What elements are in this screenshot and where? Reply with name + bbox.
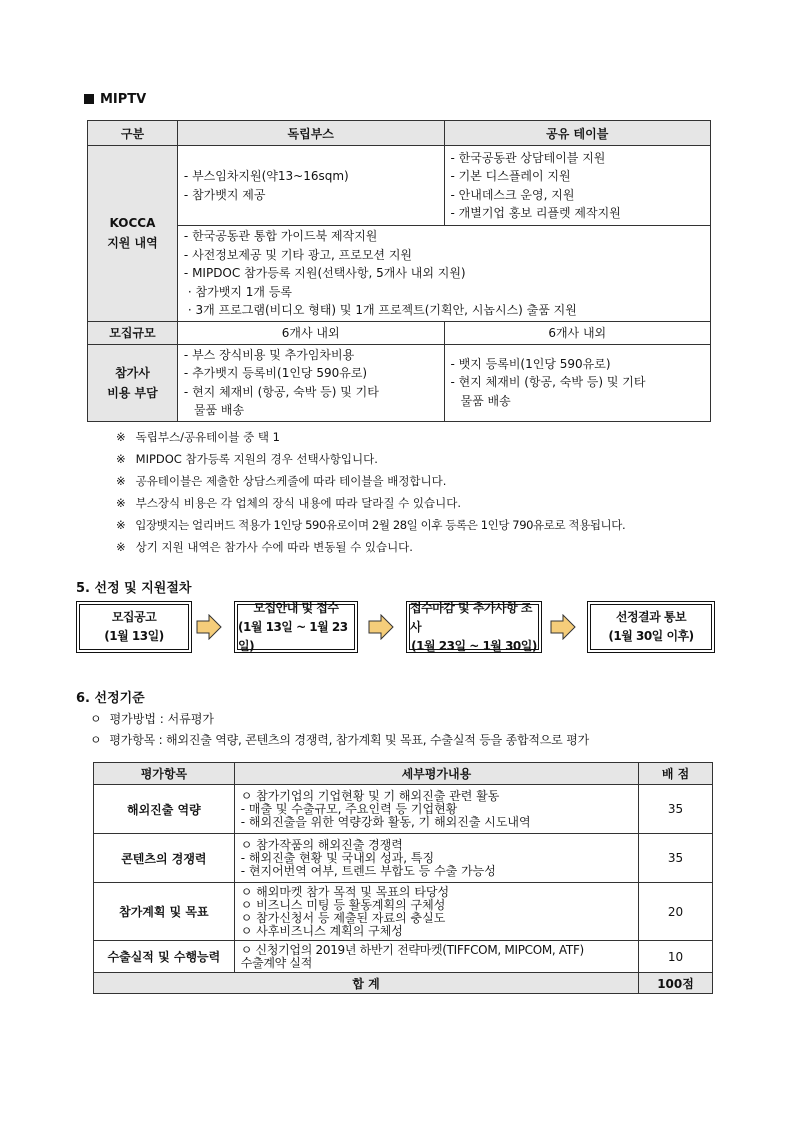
arrow-right-icon [368, 614, 394, 640]
common-support-items: - 한국공동관 통합 가이드북 제작지원 - 사전정보제공 및 기타 광고, 프로모션 지원 - MIPDOC 참가등록 지원(선택사항, 5개사 내외 지원) · 참가뱃지 1개 등록 · 3개 프로그램(비디오 형태) 및 1개 프로젝트(기획안, 시놉시스) 출품 지원 [177, 226, 710, 322]
notes-list [116, 426, 625, 558]
note-item: ※ MIPDOC 참가등록 지원의 경우 선택사항입니다. [116, 448, 625, 470]
evaluation-table [93, 762, 713, 994]
cost-label: 참가사 비용 부담 [88, 344, 178, 421]
criteria-items: ㅇ 평가항목 : 해외진출 역량, 콘텐츠의 경쟁력, 참가계획 및 목표, 수출실적 등을 종합적으로 평가 [90, 730, 589, 751]
note-item: ※ 입장뱃지는 얼리버드 적용가 1인당 590유로이며 2월 28일 이후 등록은 1인당 790유로로 적용됩니다. [116, 514, 625, 536]
recruit-booth: 6개사 내외 [177, 321, 444, 344]
kocca-support-label: KOCCA 지원 내역 [88, 146, 178, 322]
header-booth: 독립부스 [177, 121, 444, 146]
section-6-title: 6. 선정기준 [76, 691, 145, 706]
header-shared: 공유 테이블 [444, 121, 711, 146]
cost-shared-items: - 뱃지 등록비(1인당 590유로) - 현지 체재비 (항공, 숙박 등) 및 기타 물품 배송 [444, 344, 711, 421]
table-row: 수출실적 및 수행능력 ㅇ 신청기업의 2019년 하반기 전략마켓(TIFFCOM, MIPCOM, ATF) 수출계약 실적 10 [94, 941, 713, 973]
note-item: ※ 공유테이블은 제출한 상담스케줄에 따라 테이블을 배정합니다. [116, 470, 625, 492]
criteria-method: ㅇ 평가방법 : 서류평가 [90, 709, 589, 730]
section-heading-miptv: MIPTV [84, 92, 146, 107]
total-row: 합 계 100점 [94, 973, 713, 994]
note-item: ※ 부스장식 비용은 각 업체의 장식 내용에 따라 달라질 수 있습니다. [116, 492, 625, 514]
recruit-shared: 6개사 내외 [444, 321, 711, 344]
step-box: 접수마감 및 추가사항 조사 (1월 23일 ~ 1월 30일) [406, 601, 542, 653]
evaluation-table-header: 평가항목 세부평가내용 배 점 [94, 763, 713, 785]
booth-support-items: - 부스임차지원(약13~16sqm) - 참가뱃지 제공 [177, 146, 444, 226]
support-table-header [88, 121, 711, 146]
shared-support-items: - 한국공동관 상담테이블 지원 - 기본 디스플레이 지원 - 안내데스크 운영, 지원 - 개별기업 홍보 리플렛 제작지원 [444, 146, 711, 226]
table-row: 참가계획 및 목표 ㅇ 해외마켓 참가 목적 및 목표의 타당성 ㅇ 비즈니스 미팅 등 활동계획의 구체성 ㅇ 참가신청서 등 제출된 자료의 충실도 ㅇ 사후비즈니스 계획의 구체성 20 [94, 883, 713, 941]
square-bullet-icon [84, 94, 94, 104]
table-row: 해외진출 역량 ㅇ 참가기업의 기업현황 및 기 해외진출 관련 활동 - 매출 및 수출규모, 주요인력 등 기업현황 - 해외진출을 위한 역량강화 활동, 기 해외진출 시도내역 35 [94, 785, 713, 834]
note-item: ※ 독립부스/공유테이블 중 택 1 [116, 426, 625, 448]
step-box: 모집공고 (1월 13일) [76, 601, 192, 653]
step-box: 선정결과 통보 (1월 30일 이후) [587, 601, 715, 653]
table-row: 콘텐츠의 경쟁력 ㅇ 참가작품의 해외진출 경쟁력 - 해외진출 현황 및 국내외 성과, 특징 - 현지어번역 여부, 트렌드 부합도 등 수출 가능성 35 [94, 834, 713, 883]
note-item: ※ 상기 지원 내역은 참가사 수에 따라 변동될 수 있습니다. [116, 536, 625, 558]
arrow-right-icon [550, 614, 576, 640]
header-category: 구분 [88, 121, 178, 146]
section-5-title: 5. 선정 및 지원절차 [76, 581, 192, 596]
cost-booth-items: - 부스 장식비용 및 추가임차비용 - 추가뱃지 등록비(1인당 590유로) - 현지 체재비 (항공, 숙박 등) 및 기타 물품 배송 [177, 344, 444, 421]
step-box: 모집안내 및 접수 (1월 13일 ~ 1월 23일) [234, 601, 358, 653]
support-table [87, 120, 711, 422]
arrow-right-icon [196, 614, 222, 640]
recruit-label: 모집규모 [88, 321, 178, 344]
criteria-list [90, 709, 589, 751]
